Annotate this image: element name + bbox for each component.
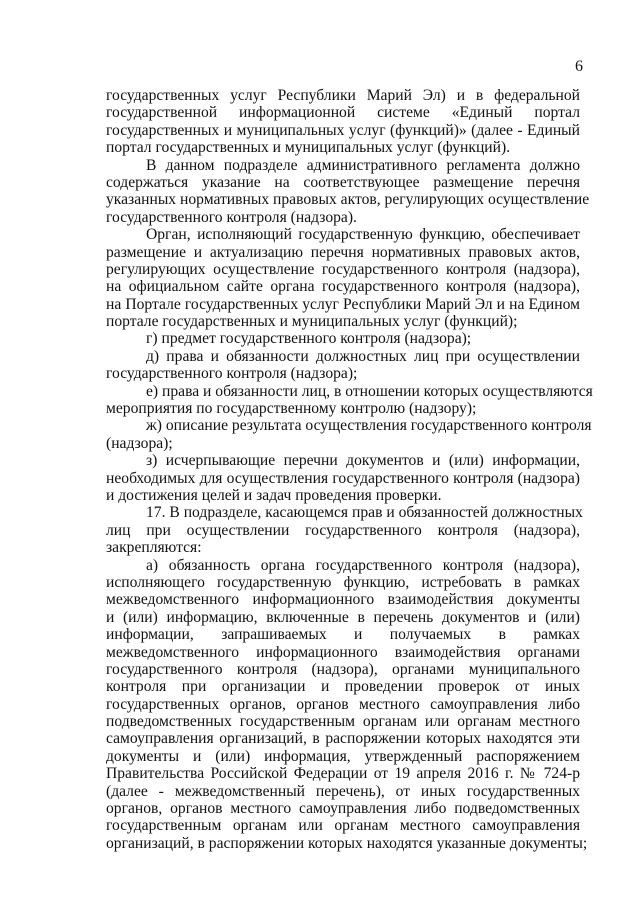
text-line: е) права и обязанности лиц, в отношении которых осуществляются	[146, 382, 593, 400]
text-line: на официальном сайте органа государственного контроля (надзора),	[106, 278, 580, 296]
text-line: государственного контроля (надзора).	[106, 208, 357, 226]
text-line: на Портале государственных услуг Республики Марий Эл и на Едином	[106, 295, 580, 313]
text-line: а) обязанность органа государственного контроля (надзора),	[146, 556, 580, 574]
text-line: государственного контроля (надзора);	[106, 365, 358, 383]
text-line: портале государственных и муниципальных услуг (функций);	[106, 313, 518, 331]
text-line: з) исчерпывающие перечни документов и (или) информации,	[146, 452, 580, 470]
text-line: подведомственных государственным органам или органам местного	[106, 713, 580, 731]
text-line: д) права и обязанности должностных лиц при осуществлении	[146, 347, 580, 365]
text-line: государственных услуг Республики Марий Эл) и в федеральной	[106, 87, 580, 104]
text-line: мероприятия по государственному контролю (надзору);	[106, 400, 477, 418]
text-line: государственным органам или органам местного самоуправления	[106, 817, 580, 835]
text-line: государственных и муниципальных услуг (функций)» (далее - Единый	[106, 121, 580, 139]
text-line: информации, запрашиваемых и получаемых в рамках	[106, 626, 580, 644]
text-line: исполняющего государственную функцию, истребовать в рамках	[106, 573, 580, 591]
text-line: портал государственных и муниципальных услуг (функций).	[106, 139, 511, 157]
text-line: межведомственного информационного взаимодействия документы	[106, 591, 580, 609]
text-line: контроля при организации и проведении проверок от иных	[106, 678, 580, 696]
text-line: организаций, в распоряжении которых находятся указанные документы;	[106, 834, 588, 852]
text-line: (надзора);	[106, 434, 173, 452]
text-line: размещение и актуализацию перечня нормативных правовых актов,	[106, 243, 580, 261]
text-line: государственного контроля (надзора), органами муниципального	[106, 660, 580, 678]
text-line: закрепляются:	[106, 539, 202, 557]
text-line: лиц при осуществлении государственного контроля (надзора),	[106, 521, 580, 539]
text-line: Орган, исполняющий государственную функцию, обеспечивает	[146, 226, 580, 244]
text-line: регулирующих осуществление государственного контроля (надзора),	[106, 260, 580, 278]
text-line: (далее - межведомственный перечень), от иных государственных	[106, 782, 580, 800]
text-line: содержаться указание на соответствующее размещение перечня	[106, 173, 580, 191]
document-body	[106, 87, 593, 852]
text-line: Правительства Российской Федерации от 19 апреля 2016 г. № 724-р	[106, 765, 580, 783]
text-line: 17. В подразделе, касающемся прав и обязанностей должностных	[146, 504, 583, 522]
text-line: В данном подразделе административного регламента должно	[146, 156, 580, 174]
text-line: межведомственного информационного взаимодействия органами	[106, 643, 580, 661]
text-line: указанных нормативных правовых актов, регулирующих осуществление	[106, 191, 590, 209]
text-line: органов, органов местного самоуправления либо подведомственных	[106, 800, 580, 818]
text-line: необходимых для осуществления государственного контроля (надзора)	[106, 469, 580, 487]
text-line: документы и (или) информация, утвержденный распоряжением	[106, 747, 580, 765]
text-line: государственной информационной системе «Единый портал	[106, 104, 580, 122]
page-number: 6	[575, 58, 583, 75]
text-line: и достижения целей и задач проведения проверки.	[106, 486, 442, 504]
text-line: и (или) информацию, включенные в перечень документов и (или)	[106, 608, 580, 626]
text-line: государственных органов, органов местного самоуправления либо	[106, 695, 580, 713]
text-line: г) предмет государственного контроля (надзора);	[146, 330, 472, 348]
text-line: самоуправления организаций, в распоряжении которых находятся эти	[106, 730, 580, 748]
text-line: ж) описание результата осуществления государственного контроля	[146, 417, 592, 435]
